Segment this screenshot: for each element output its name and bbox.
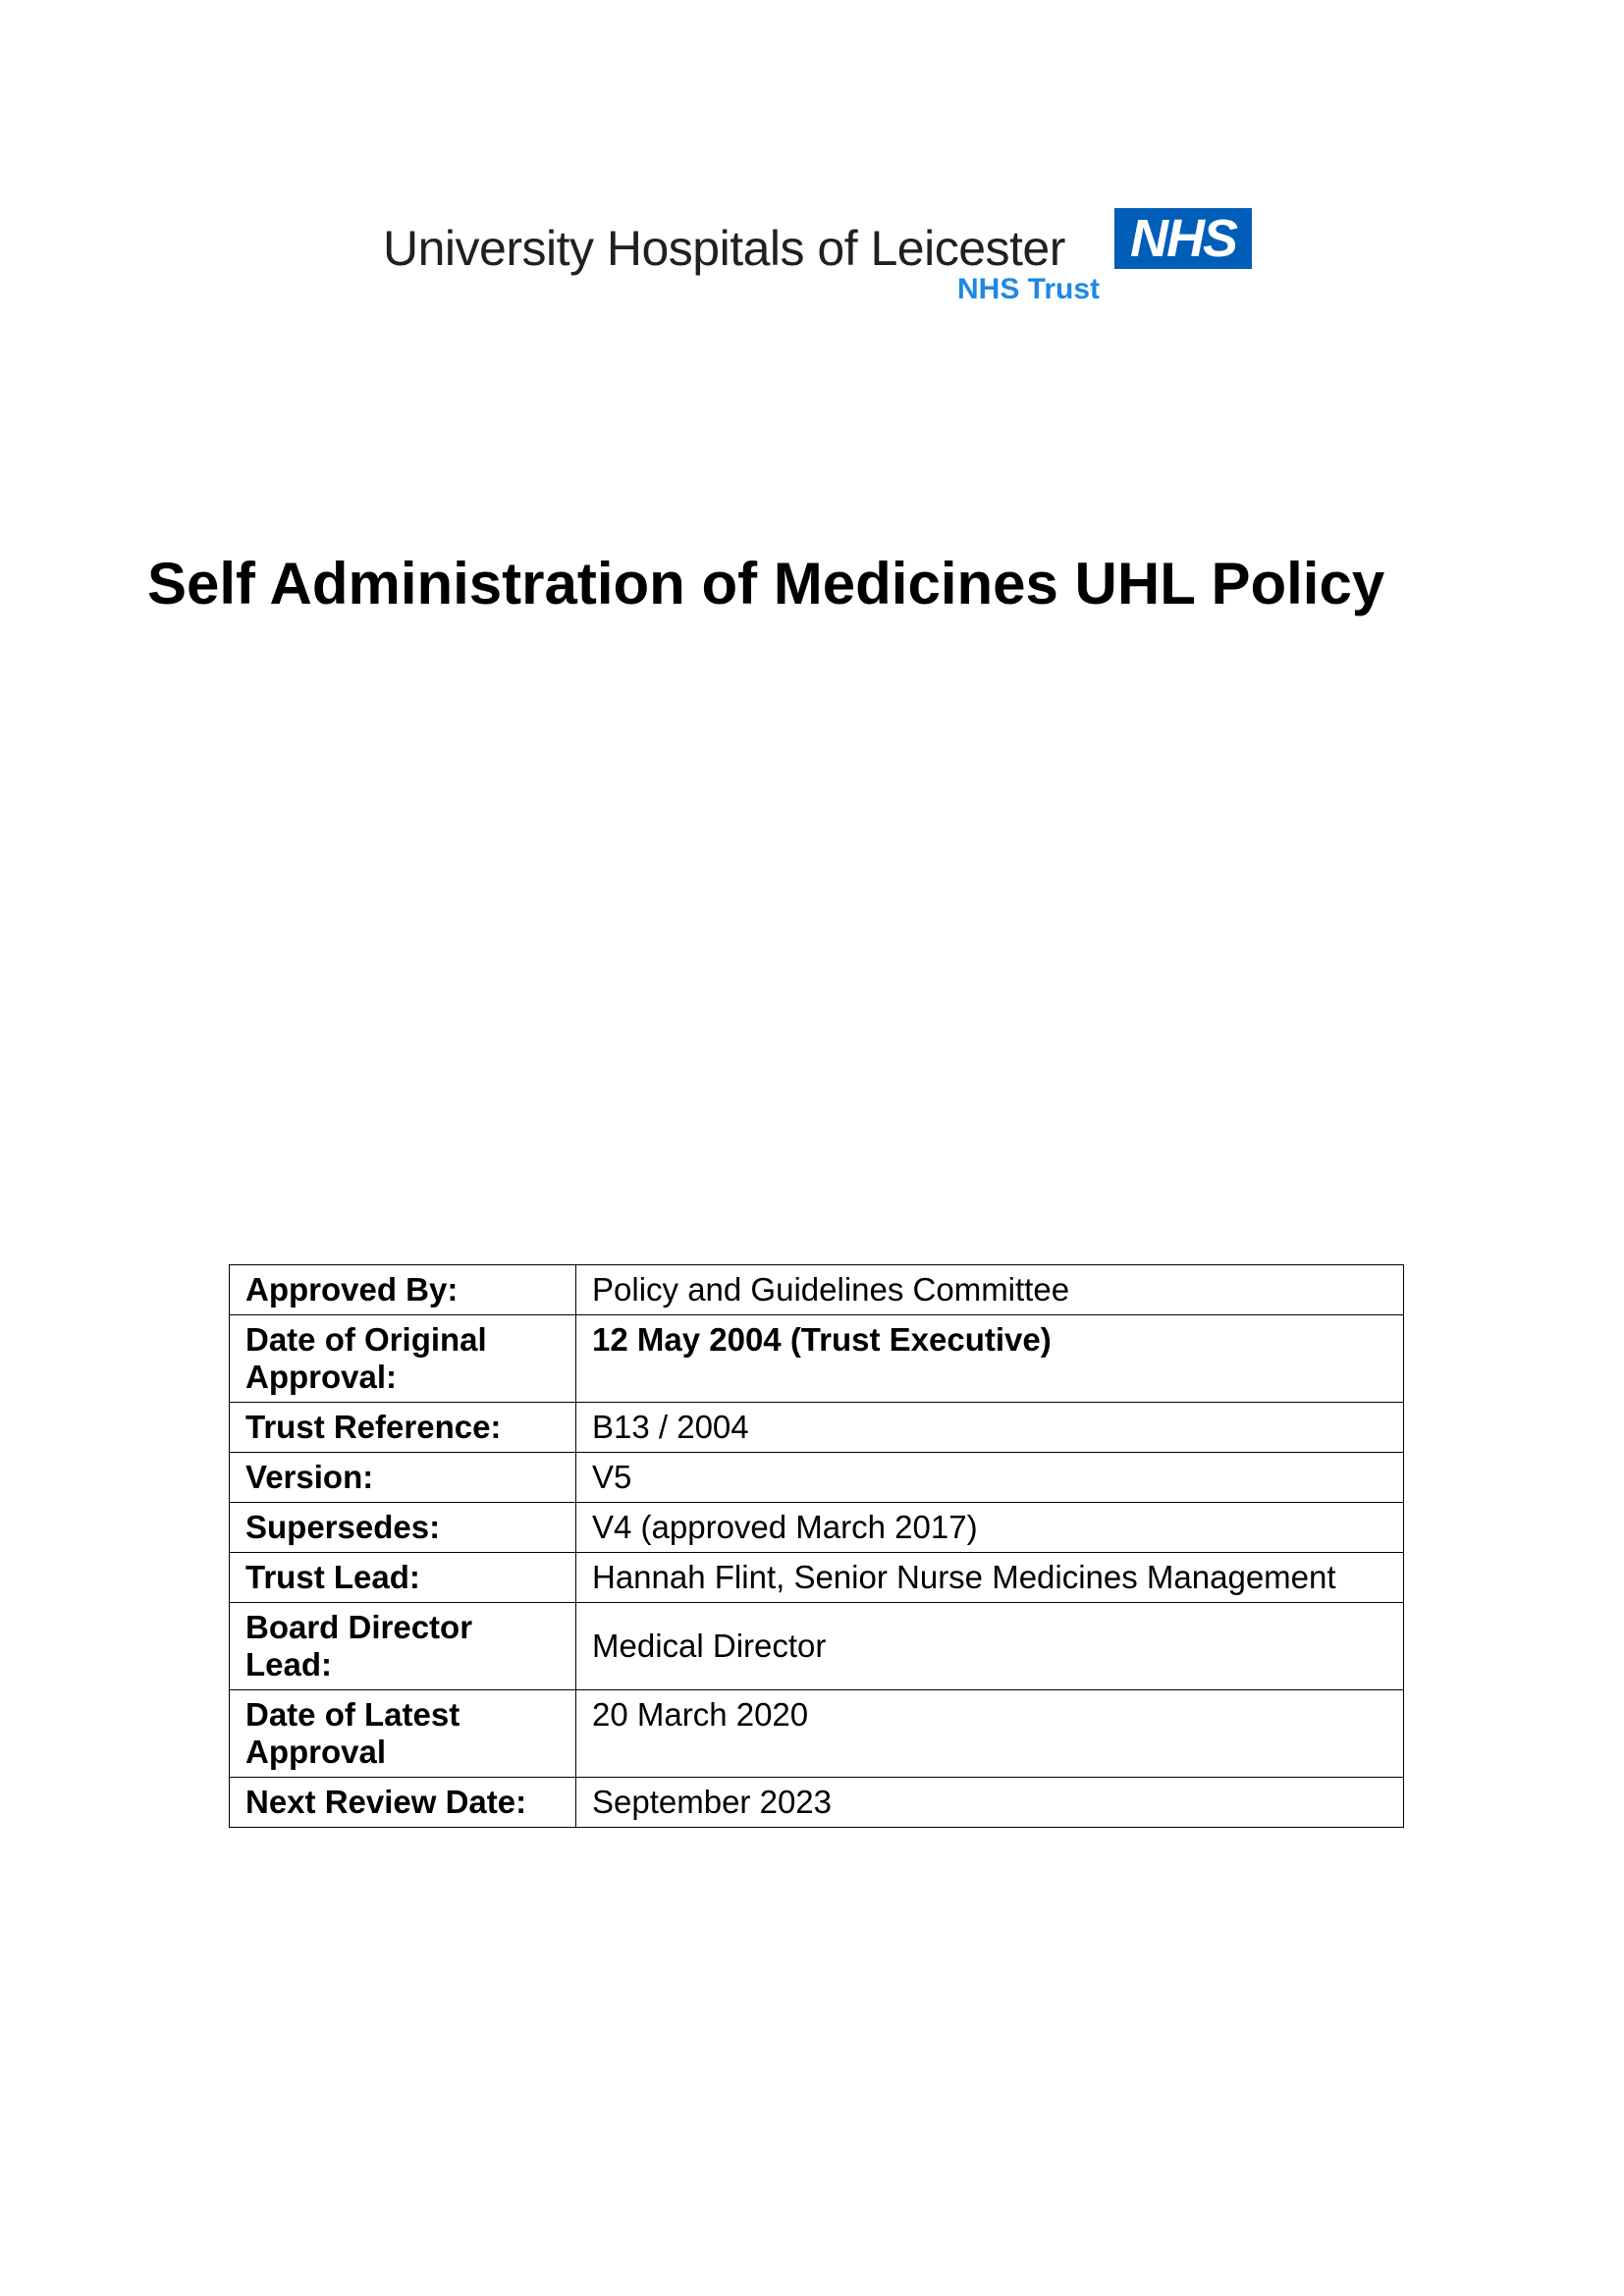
table-row xyxy=(230,1690,1404,1778)
row-label: Board Director Lead: xyxy=(230,1603,576,1690)
table-row xyxy=(230,1778,1404,1828)
row-label: Trust Reference: xyxy=(230,1403,576,1453)
nhs-badge-icon: NHS xyxy=(1114,208,1252,269)
row-value: 12 May 2004 (Trust Executive) xyxy=(576,1315,1404,1403)
table-row xyxy=(230,1453,1404,1503)
table-row xyxy=(230,1403,1404,1453)
row-label: Trust Lead: xyxy=(230,1553,576,1603)
row-label: Date of Latest Approval xyxy=(230,1690,576,1778)
row-value: September 2023 xyxy=(576,1778,1404,1828)
row-label: Next Review Date: xyxy=(230,1778,576,1828)
row-value: Medical Director xyxy=(576,1603,1404,1690)
table-row xyxy=(230,1553,1404,1603)
row-value: V4 (approved March 2017) xyxy=(576,1503,1404,1553)
logo-trust-label: NHS Trust xyxy=(957,273,1101,305)
trust-logo xyxy=(383,208,1257,316)
row-value: Policy and Guidelines Committee xyxy=(576,1265,1404,1315)
document-metadata-table xyxy=(229,1264,1404,1828)
row-value: B13 / 2004 xyxy=(576,1403,1404,1453)
table-row xyxy=(230,1503,1404,1553)
row-label: Version: xyxy=(230,1453,576,1503)
row-value: 20 March 2020 xyxy=(576,1690,1404,1778)
logo-organisation-name: University Hospitals of Leicester xyxy=(383,221,1065,276)
row-label: Date of Original Approval: xyxy=(230,1315,576,1403)
row-label: Approved By: xyxy=(230,1265,576,1315)
document-title: Self Administration of Medicines UHL Policy xyxy=(147,551,1385,616)
table-row xyxy=(230,1265,1404,1315)
table-row xyxy=(230,1315,1404,1403)
table-row xyxy=(230,1603,1404,1690)
row-value: V5 xyxy=(576,1453,1404,1503)
row-value: Hannah Flint, Senior Nurse Medicines Management xyxy=(576,1553,1404,1603)
row-label: Supersedes: xyxy=(230,1503,576,1553)
